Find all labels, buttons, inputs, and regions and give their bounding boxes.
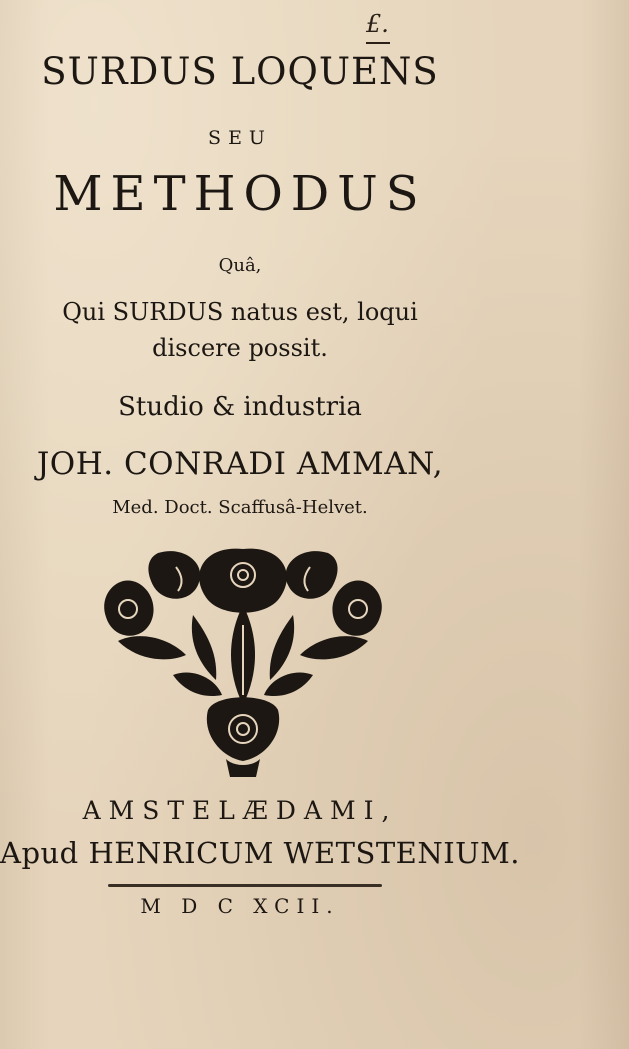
handwritten-mark-underline xyxy=(366,42,390,44)
subtitle-line-2: discere possit. xyxy=(152,334,328,362)
subtitle-line-1: Qui SURDUS natus est, loqui xyxy=(62,298,418,326)
title-line-2: METHODUS xyxy=(53,166,427,222)
author-name: JOH. CONRADI AMMAN, xyxy=(36,446,444,482)
byline-studio: Studio & industria xyxy=(118,392,362,422)
author-degree: Med. Doct. Scaffusâ-Helvet. xyxy=(112,497,368,518)
handwritten-mark: £. xyxy=(366,10,389,38)
title-line-1: SURDUS LOQUENS xyxy=(41,50,439,93)
imprint-publisher: Apud HENRICUM WETSTENIUM. xyxy=(0,836,521,870)
imprint-place: AMSTELÆDAMI, xyxy=(82,796,398,825)
imprint-date: M D C XCII. xyxy=(140,894,340,918)
imprint-rule xyxy=(108,884,382,887)
floral-woodcut-icon xyxy=(98,545,388,777)
subtitle-qua: Quâ, xyxy=(218,255,262,276)
title-conjunction: SEU xyxy=(208,127,272,149)
